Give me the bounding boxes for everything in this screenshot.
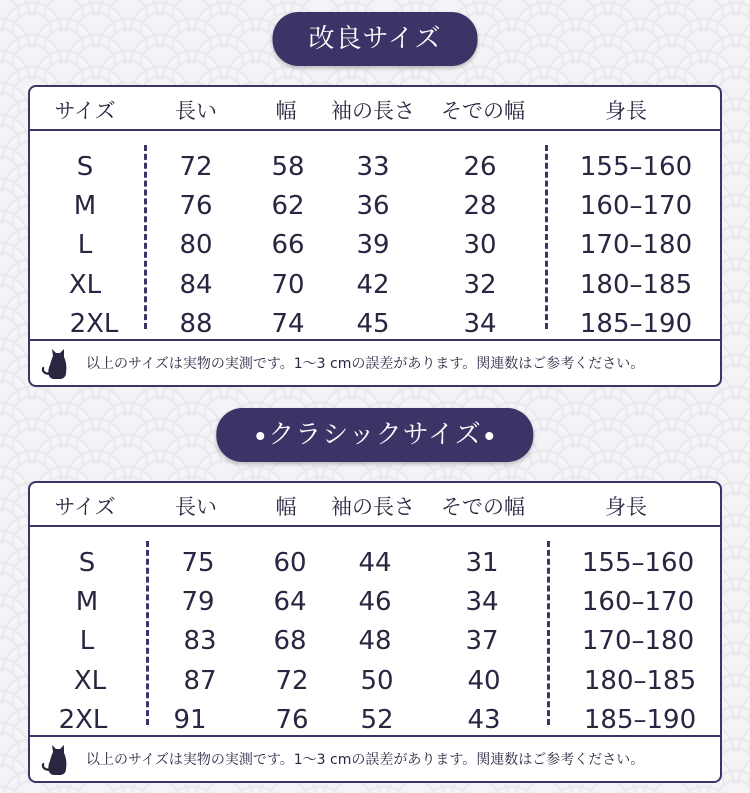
cell-sleeve-length: 33 bbox=[356, 152, 390, 182]
cell-sleeve-width: 43 bbox=[467, 705, 501, 735]
cell-sleeve-width: 31 bbox=[465, 548, 499, 578]
cell-height: 170–180 bbox=[579, 230, 693, 260]
cell-length: 87 bbox=[183, 666, 217, 696]
header-sleeve-width: そでの幅 bbox=[441, 99, 525, 123]
cell-length: 84 bbox=[179, 270, 213, 300]
size-table-kairyou bbox=[28, 85, 722, 387]
cell-height: 180–185 bbox=[579, 270, 693, 300]
cell-width: 68 bbox=[273, 626, 307, 656]
cell-sleeve-length: 50 bbox=[360, 666, 394, 696]
cell-size: L bbox=[79, 626, 95, 656]
cell-sleeve-width: 37 bbox=[465, 626, 499, 656]
cell-size: 2XL bbox=[58, 705, 108, 735]
cell-sleeve-width: 34 bbox=[465, 587, 499, 617]
measurement-note bbox=[30, 339, 720, 385]
cell-sleeve-length: 36 bbox=[356, 191, 390, 221]
cell-width: 58 bbox=[271, 152, 305, 182]
header-sleeve-length: 袖の長さ bbox=[331, 99, 415, 123]
header-size: サイズ bbox=[54, 495, 116, 519]
cell-length: 80 bbox=[179, 230, 213, 260]
header-size: サイズ bbox=[54, 99, 116, 123]
cell-sleeve-width: 34 bbox=[463, 309, 497, 339]
cell-width: 60 bbox=[273, 548, 307, 578]
cell-sleeve-length: 45 bbox=[356, 309, 390, 339]
cell-size: M bbox=[73, 191, 97, 221]
header-width: 幅 bbox=[275, 495, 297, 519]
section-title-kairyou bbox=[273, 12, 478, 66]
table-row bbox=[30, 623, 720, 659]
table-row bbox=[30, 545, 720, 581]
cell-length: 72 bbox=[179, 152, 213, 182]
cell-sleeve-width: 30 bbox=[463, 230, 497, 260]
cat-icon bbox=[38, 345, 82, 381]
cell-width: 66 bbox=[271, 230, 305, 260]
header-height: 身長 bbox=[605, 99, 647, 123]
table-row bbox=[30, 267, 720, 303]
cat-icon bbox=[38, 741, 82, 777]
cell-sleeve-length: 46 bbox=[358, 587, 392, 617]
table-header bbox=[30, 87, 720, 131]
header-sleeve-width: そでの幅 bbox=[441, 495, 525, 519]
cell-length: 91 bbox=[173, 705, 207, 735]
cell-sleeve-width: 32 bbox=[463, 270, 497, 300]
note-text: 以上のサイズは実物の実測です。1〜3 cmの誤差があります。関連数はご参考ください。 bbox=[86, 752, 645, 768]
cell-height: 185–190 bbox=[583, 705, 697, 735]
cell-height: 180–185 bbox=[583, 666, 697, 696]
cell-sleeve-width: 28 bbox=[463, 191, 497, 221]
table-row bbox=[30, 702, 720, 738]
cell-size: 2XL bbox=[69, 309, 119, 339]
cell-length: 83 bbox=[183, 626, 217, 656]
cell-height: 155–160 bbox=[579, 152, 693, 182]
header-length: 長い bbox=[175, 99, 217, 123]
cell-height: 155–160 bbox=[581, 548, 695, 578]
header-sleeve-length: 袖の長さ bbox=[331, 495, 415, 519]
cell-height: 160–170 bbox=[579, 191, 693, 221]
header-width: 幅 bbox=[275, 99, 297, 123]
cell-width: 76 bbox=[275, 705, 309, 735]
cell-length: 88 bbox=[179, 309, 213, 339]
table-row bbox=[30, 663, 720, 699]
note-text: 以上のサイズは実物の実測です。1〜3 cmの誤差があります。関連数はご参考ください。 bbox=[86, 356, 645, 372]
header-length: 長い bbox=[175, 495, 217, 519]
cell-height: 185–190 bbox=[579, 309, 693, 339]
cell-size: S bbox=[78, 548, 96, 578]
size-table-classic bbox=[28, 481, 722, 783]
measurement-note bbox=[30, 735, 720, 781]
cell-sleeve-length: 42 bbox=[356, 270, 390, 300]
section-title-text: クラシックサイズ bbox=[268, 420, 482, 450]
table-row bbox=[30, 227, 720, 263]
bullet-dot-icon bbox=[256, 432, 264, 440]
cell-width: 74 bbox=[271, 309, 305, 339]
table-row bbox=[30, 188, 720, 224]
header-height: 身長 bbox=[605, 495, 647, 519]
cell-size: S bbox=[76, 152, 94, 182]
section-title-classic bbox=[216, 408, 533, 462]
cell-sleeve-length: 48 bbox=[358, 626, 392, 656]
cell-size: L bbox=[77, 230, 93, 260]
cell-sleeve-width: 26 bbox=[463, 152, 497, 182]
cell-length: 79 bbox=[181, 587, 215, 617]
cell-width: 70 bbox=[271, 270, 305, 300]
table-header bbox=[30, 483, 720, 527]
cell-sleeve-length: 39 bbox=[356, 230, 390, 260]
cell-length: 76 bbox=[179, 191, 213, 221]
table-row bbox=[30, 306, 720, 342]
section-title-text: 改良サイズ bbox=[308, 24, 442, 54]
cell-sleeve-length: 52 bbox=[360, 705, 394, 735]
cell-height: 170–180 bbox=[581, 626, 695, 656]
cell-size: M bbox=[75, 587, 99, 617]
cell-sleeve-width: 40 bbox=[467, 666, 501, 696]
cell-width: 62 bbox=[271, 191, 305, 221]
cell-size: XL bbox=[73, 666, 107, 696]
cell-width: 64 bbox=[273, 587, 307, 617]
bullet-dot-icon bbox=[486, 432, 494, 440]
cell-length: 75 bbox=[181, 548, 215, 578]
cell-height: 160–170 bbox=[581, 587, 695, 617]
table-row bbox=[30, 584, 720, 620]
table-row bbox=[30, 149, 720, 185]
cell-width: 72 bbox=[275, 666, 309, 696]
cell-sleeve-length: 44 bbox=[358, 548, 392, 578]
cell-size: XL bbox=[68, 270, 102, 300]
